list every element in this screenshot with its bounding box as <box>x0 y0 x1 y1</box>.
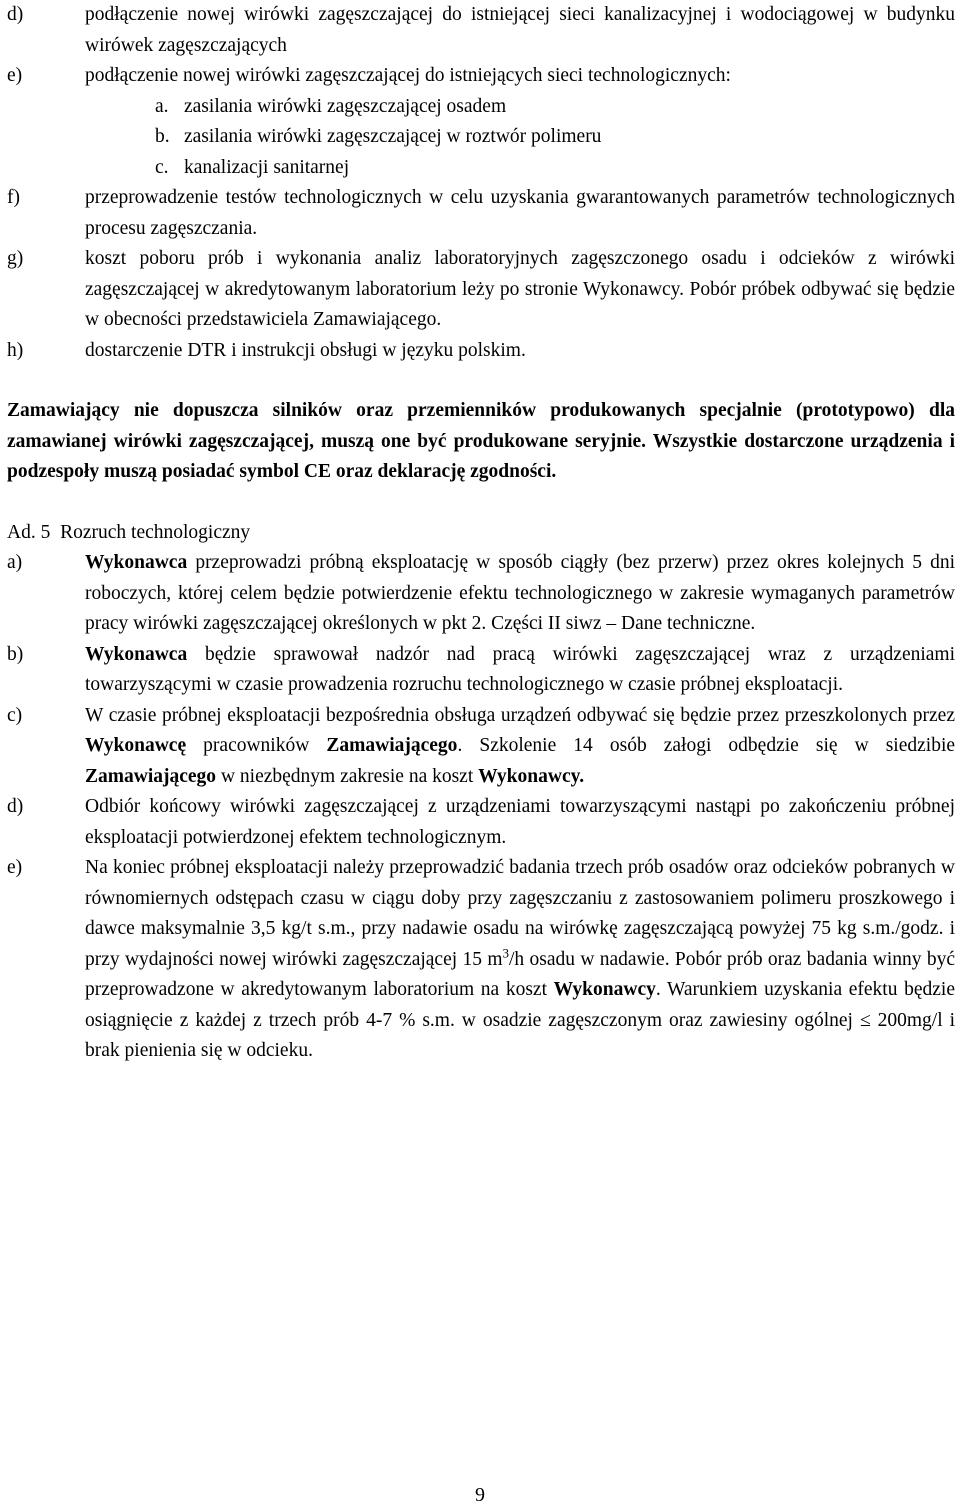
list-item-e <box>7 61 955 92</box>
list-label: h) <box>7 339 24 361</box>
sub-label: c. <box>155 156 169 178</box>
text-run: Na koniec próbnej eksploatacji należy przeprowadzić badania trzech prób osadów oraz odcieków pobranych w równomiernych odstępach czasu w ciągu doby przy zagęszczaniu z zastosowaniem polimeru proszkowego i dawce maksymalnie 3,5 kg/t s.m., przy nadawie osadu na wirówkę zagęszczającą powyżej 75 kg s.m./godz. i przy wydajności nowej wirówki zagęszczającej 15 m <box>85 857 955 970</box>
list-text: podłączenie nowej wirówki zagęszczającej do istniejących sieci technologicznych: <box>85 65 731 86</box>
leq-symbol: ≤ <box>859 1009 871 1031</box>
list-label: e) <box>7 857 23 878</box>
list-text: przeprowadzenie testów technologicznych w celu uzyskania gwarantowanych parametrów technologicznych procesu zagęszczania. <box>85 187 955 239</box>
list-item-f <box>7 183 955 244</box>
list-label: c) <box>7 704 23 726</box>
bold-term: Wykonawcę <box>85 735 187 756</box>
startup-item-c <box>7 701 955 793</box>
requirements-list <box>7 0 955 366</box>
list-item-g <box>7 244 955 336</box>
text-run: w niezbędnym zakresie na koszt <box>220 765 474 787</box>
bold-term: Wykonawcy <box>553 979 656 1000</box>
list-text: koszt poboru prób i wykonania analiz laboratoryjnych zagęszczonego osadu i odcieków z wirówki zagęszczającej w akredytowanym laboratorium leży po stronie Wykonawcy. Pobór próbek odbywać się będzie w obecności przedstawiciela Zamawiającego. <box>85 248 955 330</box>
list-label: a) <box>7 552 23 573</box>
list-text: będzie sprawował nadzór nad pracą wirówki zagęszczającej wraz z urządzeniami towarzyszącymi w czasie prowadzenia rozruchu technologicznego w czasie próbnej eksploatacji. <box>85 643 956 695</box>
startup-list <box>7 548 955 1067</box>
list-text: Odbiór końcowy wirówki zagęszczającej z urządzeniami towarzyszącymi nastąpi po zakończeniu próbnej eksploatacji potwierdzonej efektem technologicznym. <box>85 796 955 848</box>
sub-item-c <box>7 153 955 184</box>
sub-label: a. <box>155 95 169 117</box>
list-label: d) <box>7 4 24 25</box>
section-heading <box>7 518 955 549</box>
list-item-h <box>7 336 955 367</box>
superscript: 3 <box>502 945 509 960</box>
page-number: 9 <box>475 1484 485 1506</box>
bold-term: Wykonawca <box>85 552 188 573</box>
sub-text: zasilania wirówki zagęszczającej w roztwór polimeru <box>184 126 602 147</box>
text-run: 200mg/l i brak pienienia się w odcieku. <box>85 1009 956 1061</box>
startup-item-e <box>7 853 955 1067</box>
sub-label: b. <box>155 126 170 147</box>
section-title: Rozruch technologiczny <box>60 521 251 543</box>
list-text: podłączenie nowej wirówki zagęszczającej do istniejącej sieci kanalizacyjnej i wodociągowej w budynku wirówek zagęszczających <box>85 4 955 56</box>
bold-term: Wykonawcy. <box>478 765 585 787</box>
document-page <box>7 0 955 1067</box>
text-run: pracowników <box>203 735 310 756</box>
text-run: . Warunkiem uzyskania efektu będzie osiągnięcie z każdej z trzech prób 4-7 % s.m. w osadzie zagęszczonym oraz zawiesiny ogólnej <box>85 979 955 1031</box>
list-label: b) <box>7 643 24 665</box>
startup-item-d <box>7 792 955 853</box>
list-label: d) <box>7 796 24 817</box>
text-run: . Szkolenie 14 osób załogi odbędzie się w siedzibie <box>457 735 956 756</box>
list-label: g) <box>7 248 24 269</box>
sub-text: kanalizacji sanitarnej <box>184 156 350 178</box>
sub-item-a <box>7 92 955 123</box>
list-text: dostarczenie DTR i instrukcji obsługi w języku polskim. <box>85 339 526 361</box>
startup-item-b <box>7 640 955 701</box>
sub-item-b <box>7 122 955 153</box>
text-run: /h osadu w nadawie. Pobór prób oraz badania winny być przeprowadzone w akredytowanym laboratorium na koszt <box>85 948 955 1000</box>
list-label: f) <box>7 187 20 208</box>
list-item-d <box>7 0 955 61</box>
text-run: W czasie próbnej eksploatacji bezpośrednia obsługa urządzeń odbywać się będzie przez przeszkolonych przez <box>85 704 955 726</box>
startup-item-a <box>7 548 955 640</box>
list-label: e) <box>7 65 23 86</box>
bold-term: Zamawiającego <box>85 765 217 787</box>
section-number: Ad. 5 <box>7 521 51 543</box>
bold-term: Wykonawca <box>85 643 188 665</box>
sub-text: zasilania wirówki zagęszczającej osadem <box>184 95 507 117</box>
bold-term: Zamawiającego <box>326 735 458 756</box>
list-text: przeprowadzi próbną eksploatację w sposób ciągły (bez przerw) przez okres kolejnych 5 dni roboczych, której celem będzie potwierdzenie efektu technologicznego w zakresie wymaganych parametrów pracy wirówki zagęszczającej określonych w pkt 2. Części II siwz – Dane techniczne. <box>85 552 956 634</box>
bold-paragraph: Zamawiający nie dopuszcza silników oraz przemienników produkowanych specjalnie (prototypowo) dla zamawianej wirówki zagęszczającej, muszą one być produkowane seryjnie. Wszystkie dostarczone urządzenia i podzespoły muszą posiadać symbol CE oraz deklarację zgodności. <box>7 400 955 482</box>
